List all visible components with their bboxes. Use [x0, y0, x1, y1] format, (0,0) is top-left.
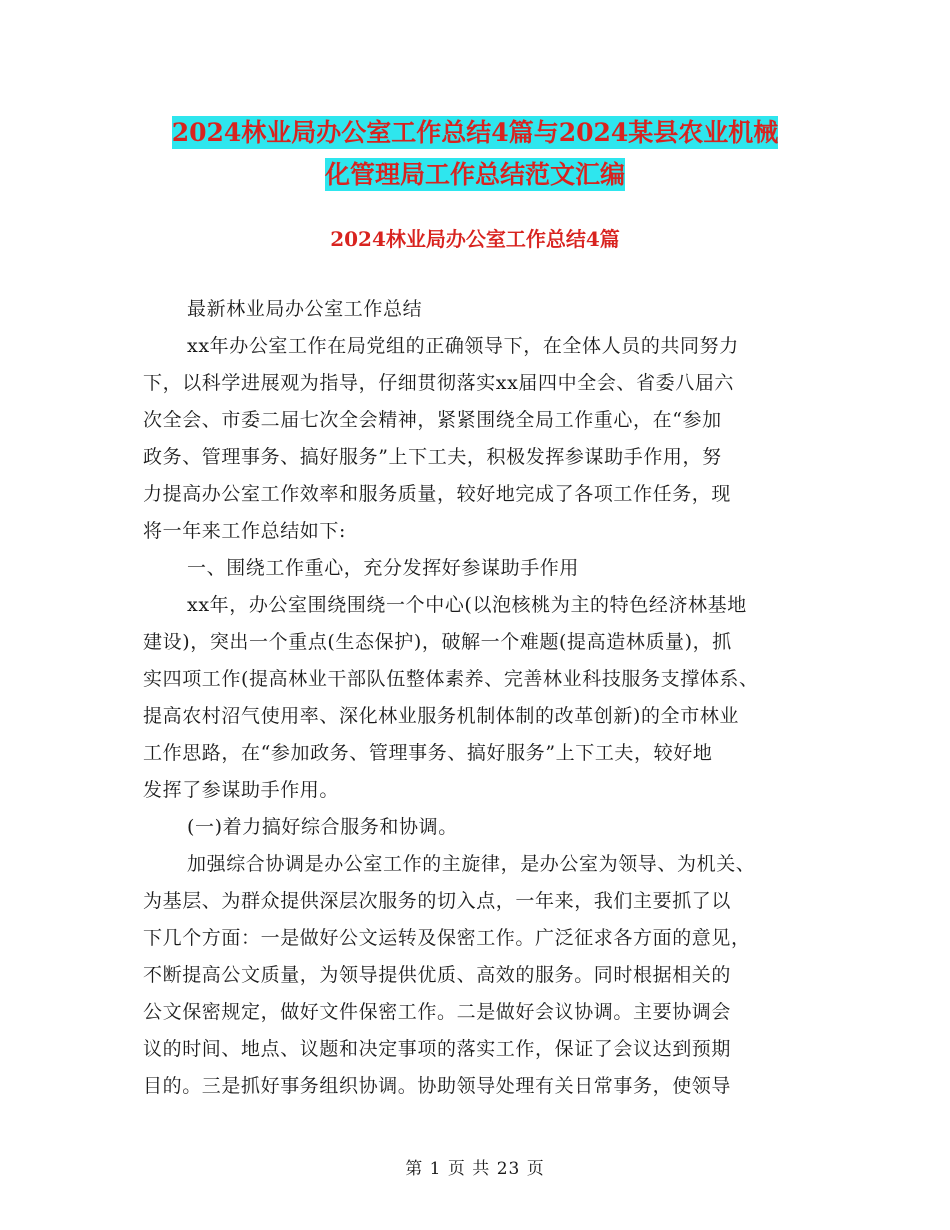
- paragraph-line: 力提高办公室工作效率和服务质量，较好地完成了各项工作任务，现: [143, 483, 732, 505]
- paragraph-line: 实四项工作(提高林业干部队伍整体素养、完善林业科技服务支撑体系、: [143, 668, 759, 690]
- paragraph-line: 公文保密规定，做好文件保密工作。二是做好会议协调。主要协调会: [143, 1001, 732, 1023]
- paragraph-line: 提高农村沼气使用率、深化林业服务机制体制的改革创新)的全市林业: [143, 705, 740, 727]
- page-footer: 第 1 页 共 23 页: [405, 1159, 545, 1179]
- paragraph-line: 下，以科学进展观为指导，仔细贯彻落实xx届四中全会、省委八届六: [143, 372, 735, 394]
- title-highlight-1: 2024林业局办公室工作总结4篇与2024某县农业机械: [171, 118, 779, 147]
- paragraph-line: 最新林业局办公室工作总结: [187, 298, 423, 320]
- paragraph-line: 为基层、为群众提供深层次服务的切入点，一年来，我们主要抓了以: [143, 890, 732, 912]
- paragraph-line: 政务、管理事务、搞好服务”上下工夫，积极发挥参谋助手作用，努: [143, 446, 722, 468]
- paragraph-line: 发挥了参谋助手作用。: [143, 779, 340, 801]
- section-title: 2024林业局办公室工作总结4篇: [330, 227, 620, 251]
- document-body: [143, 291, 823, 1105]
- paragraph-line: 将一年来工作总结如下:: [143, 520, 347, 542]
- document-title-line-2: [0, 150, 950, 199]
- paragraph-line: 加强综合协调是办公室工作的主旋律，是办公室为领导、为机关、: [187, 853, 756, 875]
- heading-line: 一、围绕工作重心，充分发挥好参谋助手作用: [187, 557, 580, 579]
- paragraph-line: xx年，办公室围绕围绕一个中心(以泡核桃为主的特色经济林基地: [187, 594, 747, 616]
- paragraph-line: 建设)，突出一个重点(生态保护)，破解一个难题(提高造林质量)，抓: [143, 631, 732, 653]
- paragraph-line: 次全会、市委二届七次全会精神，紧紧围绕全局工作重心，在“参加: [143, 409, 722, 431]
- paragraph-line: 工作思路，在“参加政务、管理事务、搞好服务”上下工夫，较好地: [143, 742, 713, 764]
- paragraph-line: 目的。三是抓好事务组织协调。协助领导处理有关日常事务，使领导: [143, 1075, 732, 1097]
- paragraph-line: xx年办公室工作在局党组的正确领导下，在全体人员的共同努力: [187, 335, 739, 357]
- paragraph-line: 议的时间、地点、议题和决定事项的落实工作，保证了会议达到预期: [143, 1038, 732, 1060]
- paragraph-line: 不断提高公文质量，为领导提供优质、高效的服务。同时根据相关的: [143, 964, 732, 986]
- paragraph-line: 下几个方面：一是做好公文运转及保密工作。广泛征求各方面的意见，: [143, 927, 751, 949]
- title-highlight-2: 化管理局工作总结范文汇编: [324, 160, 625, 189]
- subheading-line: (一)着力搞好综合服务和协调。: [187, 816, 458, 838]
